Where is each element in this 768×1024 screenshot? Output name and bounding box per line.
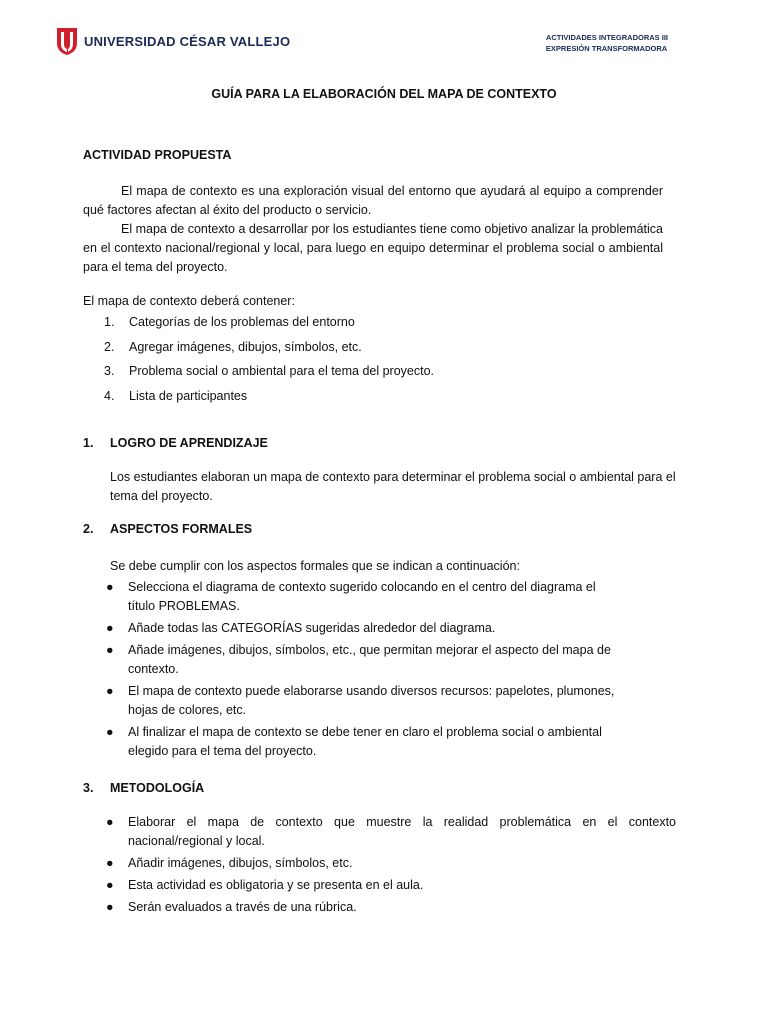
ucv-shield-icon: [56, 26, 78, 56]
list-item: [104, 387, 434, 412]
bullet-text: Serán evaluados a través de una rúbrica.: [128, 900, 357, 914]
activity-heading: ACTIVIDAD PROPUESTA: [83, 148, 232, 162]
bullet-item: [106, 619, 626, 638]
university-logo: [56, 26, 290, 56]
bullet-item: [106, 578, 626, 616]
bullet-icon: ●: [106, 621, 114, 635]
header-course-line2: EXPRESIÓN TRANSFORMADORA: [545, 44, 668, 53]
bullet-icon: ●: [106, 684, 114, 698]
section-title: ASPECTOS FORMALES: [110, 522, 253, 536]
bullet-item: [106, 898, 676, 917]
section-number: 3.: [83, 781, 94, 795]
section-3-bullet-list: [106, 813, 676, 920]
bullet-icon: ●: [106, 900, 114, 914]
bullet-icon: ●: [106, 856, 114, 870]
list-item-number: 2.: [104, 339, 115, 354]
bullet-text: Añade imágenes, dibujos, símbolos, etc., que permitan mejorar el aspecto del mapa de contexto.: [128, 643, 611, 676]
section-number: 2.: [83, 522, 94, 536]
bullet-icon: ●: [106, 643, 114, 657]
list-item: [104, 338, 434, 363]
bullet-text: Esta actividad es obligatoria y se presenta en el aula.: [128, 878, 424, 892]
bullet-text: El mapa de contexto puede elaborarse usando diversos recursos: papelotes, plumones, hojas de colores, etc.: [128, 684, 615, 717]
header-course-line1: ACTIVIDADES INTEGRADORAS III: [545, 33, 668, 42]
section-number: 1.: [83, 436, 94, 450]
list-item-number: 4.: [104, 388, 115, 403]
section-2-intro: Se debe cumplir con los aspectos formales que se indican a continuación:: [110, 559, 520, 573]
list-item-text: Lista de participantes: [129, 388, 248, 403]
bullet-icon: ●: [106, 815, 114, 829]
bullet-item: [106, 813, 676, 851]
header-course-info: [546, 32, 668, 54]
section-1-text: Los estudiantes elaboran un mapa de contexto para determinar el problema social o ambiental para el tema del proyecto.: [110, 470, 676, 503]
bullet-icon: ●: [106, 878, 114, 892]
section-3-heading: [83, 781, 204, 795]
section-title: LOGRO DE APRENDIZAJE: [110, 436, 268, 450]
bullet-icon: ●: [106, 725, 114, 739]
bullet-text: Añade todas las CATEGORÍAS sugeridas alrededor del diagrama.: [128, 621, 496, 635]
activity-paragraph-1: El mapa de contexto es una exploración visual del entorno que ayudará al equipo a comprender qué factores afectan al éxito del producto o servicio.: [83, 184, 663, 217]
bullet-item: [106, 854, 676, 873]
bullet-text: Selecciona el diagrama de contexto sugerido colocando en el centro del diagrama el título PROBLEMAS.: [128, 580, 596, 613]
section-1-heading: [83, 436, 268, 450]
document-title: GUÍA PARA LA ELABORACIÓN DEL MAPA DE CONTEXTO: [211, 87, 557, 101]
list-item: [104, 313, 434, 338]
bullet-text: Al finalizar el mapa de contexto se debe tener en claro el problema social o ambiental elegido para el tema del proyecto.: [128, 725, 602, 758]
bullet-item: [106, 682, 626, 720]
bullet-item: [106, 723, 626, 761]
bullet-text: Añadir imágenes, dibujos, símbolos, etc.: [128, 856, 353, 870]
activity-numbered-list: [104, 313, 434, 411]
logo-text: UNIVERSIDAD CÉSAR VALLEJO: [84, 33, 291, 49]
bullet-text: Elaborar el mapa de contexto que muestre la realidad problemática en el contexto nacional/regional y local.: [128, 815, 676, 848]
bullet-icon: ●: [106, 580, 114, 594]
section-2-bullet-list: [106, 578, 626, 764]
bullet-item: [106, 876, 676, 895]
list-item-text: Problema social o ambiental para el tema del proyecto.: [129, 364, 435, 378]
list-item-number: 3.: [104, 364, 115, 378]
list-item-text: Agregar imágenes, dibujos, símbolos, etc.: [129, 339, 362, 354]
activity-list-intro: El mapa de contexto deberá contener:: [83, 294, 295, 308]
activity-paragraph-2: El mapa de contexto a desarrollar por los estudiantes tiene como objetivo analizar la problemática en el contexto nacional/regional y local, para luego en equipo determinar el problema social o ambiental para el tema del proyecto.: [83, 222, 663, 274]
list-item: [104, 362, 434, 387]
section-title: METODOLOGÍA: [110, 781, 205, 795]
list-item-text: Categorías de los problemas del entorno: [129, 315, 355, 329]
list-item-number: 1.: [104, 315, 115, 329]
bullet-item: [106, 641, 626, 679]
section-2-heading: [83, 522, 252, 536]
